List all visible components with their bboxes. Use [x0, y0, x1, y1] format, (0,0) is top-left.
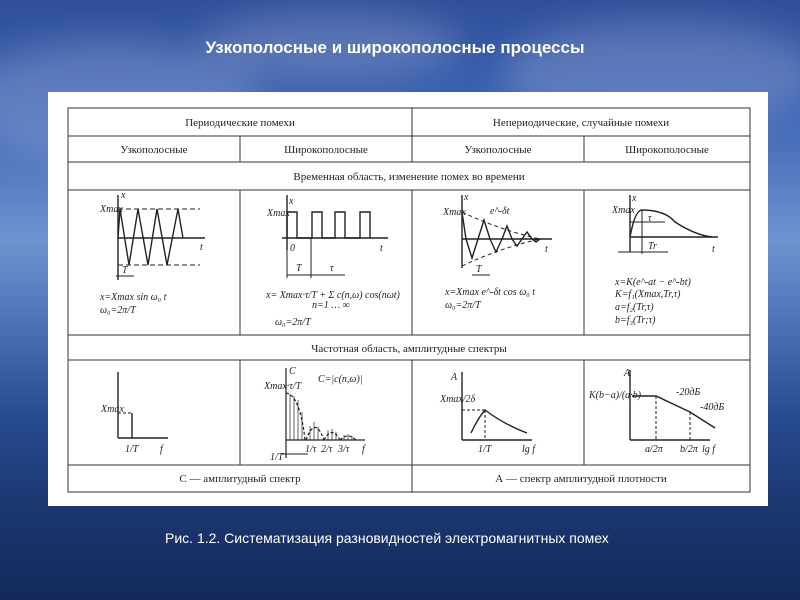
svg-text:1/T: 1/T: [270, 452, 284, 463]
subheader-wide-2: Широкополосные: [625, 144, 709, 156]
svg-text:T: T: [296, 263, 302, 274]
svg-text:x: x: [121, 190, 126, 201]
svg-text:T: T: [476, 264, 482, 275]
svg-text:Xmax/2δ: Xmax/2δ: [440, 394, 476, 405]
freq-plot-wide-periodic: [263, 366, 366, 463]
svg-text:x=Xmax e^-δt cos ω₀ t: x=Xmax e^-δt cos ω₀ t: [445, 287, 536, 298]
svg-text:n=1 … ∞: n=1 … ∞: [312, 300, 350, 311]
svg-text:-20дБ: -20дБ: [676, 387, 701, 398]
svg-text:f: f: [362, 444, 365, 455]
time-section-label: Временная область, изменение помех во времени: [293, 171, 525, 183]
svg-text:Xmax: Xmax: [267, 208, 290, 219]
svg-text:x= Xmax·τ/T + Σ c(n,ω) cos(nωt: x= Xmax·τ/T + Σ c(n,ω) cos(nωt): [266, 290, 400, 301]
figure-caption: Рис. 1.2. Систематизация разновидностей электромагнитных помех: [165, 530, 609, 546]
svg-text:a/2π: a/2π: [645, 444, 663, 455]
svg-text:x: x: [464, 192, 469, 203]
svg-text:t: t: [380, 243, 383, 254]
table-border: [68, 108, 750, 492]
svg-text:Tr: Tr: [648, 241, 657, 252]
svg-text:1/T: 1/T: [125, 444, 139, 455]
svg-text:x: x: [632, 193, 637, 204]
svg-text:t: t: [712, 244, 715, 255]
svg-text:f: f: [160, 444, 163, 455]
svg-text:x: x: [289, 196, 294, 207]
header-nonperiodic: Непериодические, случайные помехи: [492, 117, 670, 129]
svg-text:a=f₂(Tr,τ): a=f₂(Tr,τ): [615, 302, 654, 313]
svg-text:b=f₃(Tr;τ): b=f₃(Tr;τ): [615, 315, 656, 326]
slide-title: Узкополосные и широкополосные процессы: [205, 38, 585, 57]
svg-text:1/T: 1/T: [478, 444, 492, 455]
time-plot-wide-periodic: [265, 195, 401, 328]
svg-text:b/2π: b/2π: [680, 444, 698, 455]
svg-text:ω₀=2π/T: ω₀=2π/T: [100, 305, 136, 316]
time-plot-narrow-periodic: [99, 190, 205, 316]
svg-text:A: A: [624, 368, 631, 379]
svg-text:C=|c(n,ω)|: C=|c(n,ω)|: [318, 374, 363, 385]
svg-text:Xmax: Xmax: [101, 404, 124, 415]
svg-text:e^-δt: e^-δt: [490, 206, 510, 217]
svg-text:Xmax: Xmax: [443, 207, 466, 218]
svg-text:x=Xmax sin ω₀ t: x=Xmax sin ω₀ t: [100, 292, 167, 303]
freq-plot-narrow-periodic: [100, 372, 168, 455]
svg-text:0: 0: [290, 243, 295, 254]
subheader-narrow-1: Узкополосные: [120, 144, 188, 156]
svg-text:Xmax·τ/T: Xmax·τ/T: [264, 381, 302, 392]
svg-text:1/τ: 1/τ: [305, 444, 317, 455]
figure-card: [48, 92, 768, 506]
svg-text:τ: τ: [648, 213, 652, 224]
svg-text:K=f₁(Xmax,Tr,τ): K=f₁(Xmax,Tr,τ): [615, 289, 681, 300]
svg-text:ω₀=2π/T: ω₀=2π/T: [445, 300, 481, 311]
subheader-narrow-2: Узкополосные: [464, 144, 532, 156]
freq-section-label: Частотная область, амплитудные спектры: [311, 343, 507, 355]
header-periodic: Периодические помехи: [185, 117, 295, 129]
svg-text:K(b−a)/(a·b): K(b−a)/(a·b): [589, 390, 642, 401]
footer-amplitude-density: А — спектр амплитудной плотности: [495, 473, 667, 485]
svg-text:3/τ: 3/τ: [338, 444, 350, 455]
svg-text:x=K(e^-at − e^-bt): x=K(e^-at − e^-bt): [615, 277, 691, 288]
svg-text:T: T: [122, 265, 128, 276]
svg-text:A: A: [451, 372, 458, 383]
svg-text:τ: τ: [330, 263, 334, 274]
svg-text:t: t: [545, 244, 548, 255]
svg-text:lg f: lg f: [522, 444, 536, 455]
svg-text:-40дБ: -40дБ: [700, 402, 725, 413]
subheader-wide-1: Широкополосные: [284, 144, 368, 156]
time-plot-narrow-random: [442, 192, 552, 311]
freq-plot-narrow-random: [439, 372, 536, 455]
svg-text:Xmax: Xmax: [612, 205, 635, 216]
freq-plot-wide-random: [588, 368, 724, 455]
svg-text:lg f: lg f: [702, 444, 716, 455]
time-plot-wide-random: [611, 193, 718, 326]
svg-text:t: t: [200, 242, 203, 253]
noise-classification-table: [48, 92, 768, 506]
svg-text:ω₀=2π/T: ω₀=2π/T: [275, 317, 311, 328]
svg-text:C: C: [289, 366, 296, 377]
footer-amplitude-spectrum: С — амплитудный спектр: [179, 473, 301, 485]
svg-text:Xmax: Xmax: [100, 204, 123, 215]
svg-text:2/τ: 2/τ: [321, 444, 333, 455]
